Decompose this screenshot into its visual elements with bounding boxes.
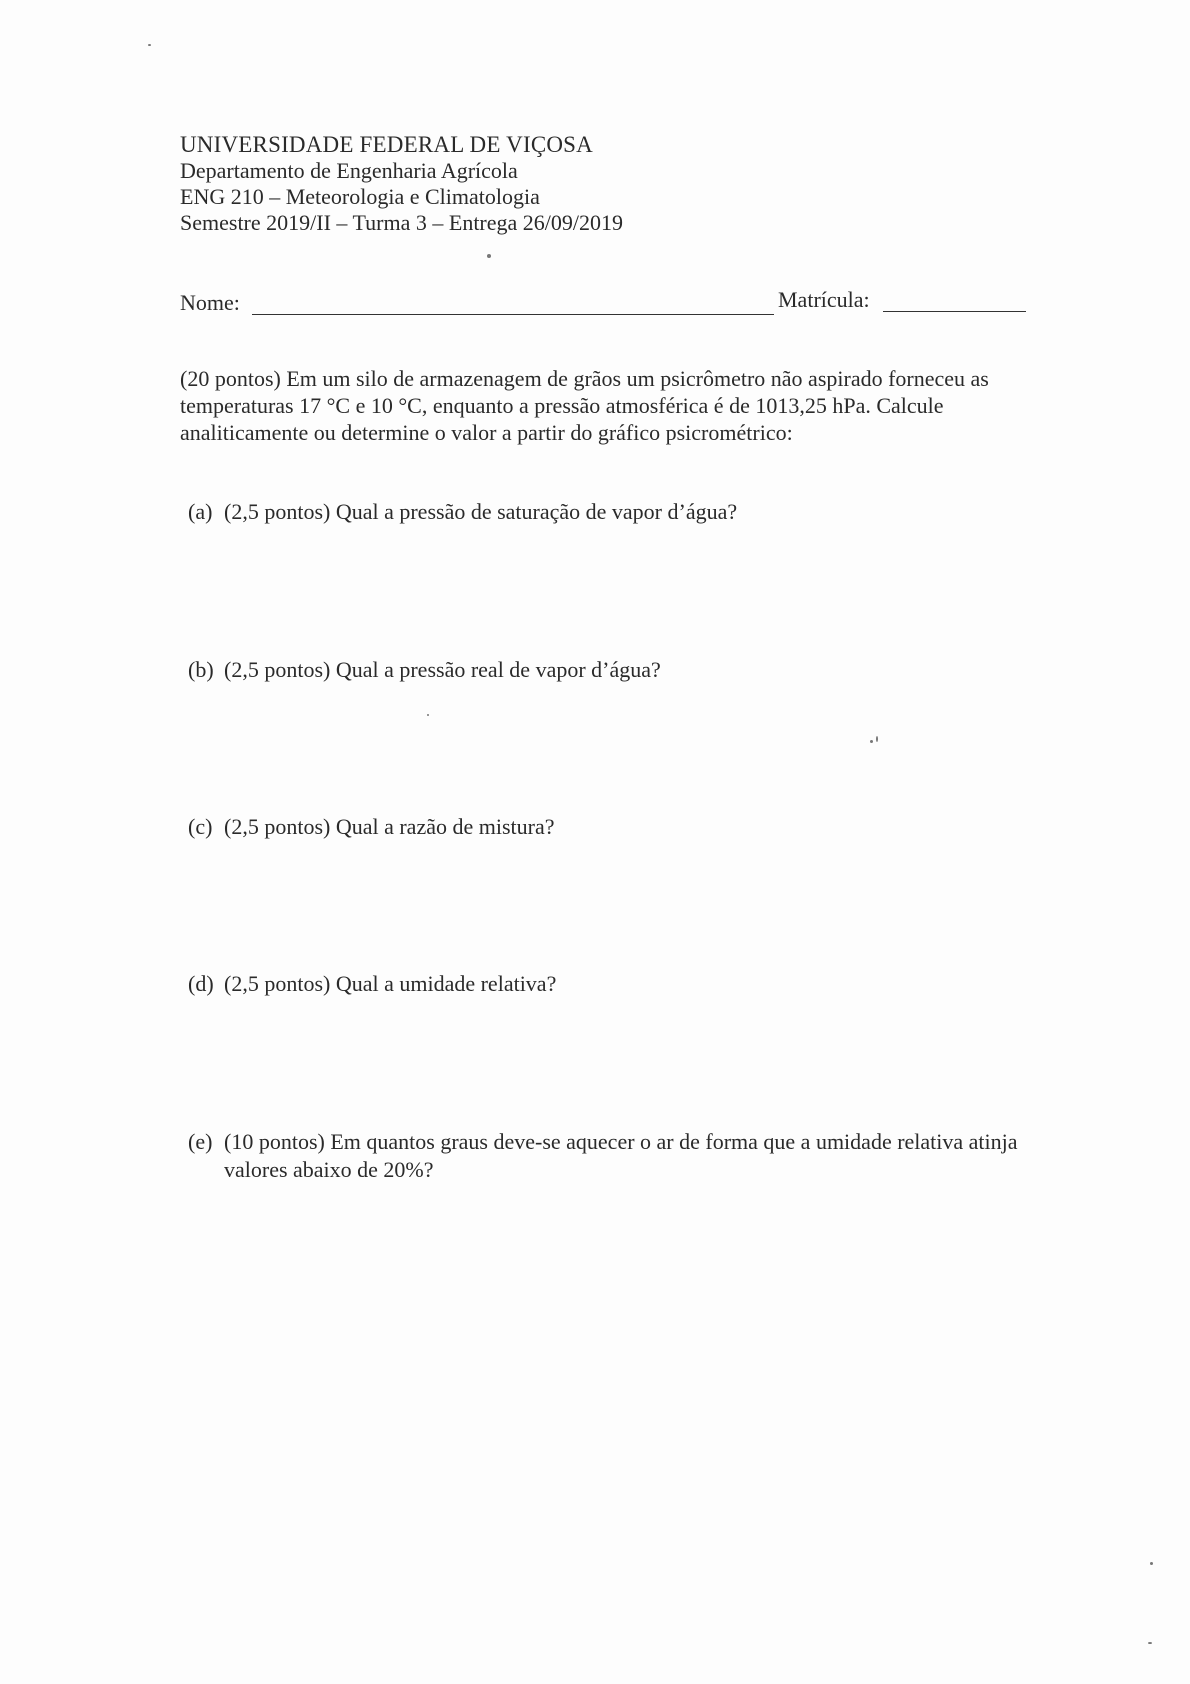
name-field-line[interactable] <box>252 314 774 315</box>
scan-speck <box>427 714 429 716</box>
name-label: Nome: <box>180 290 240 315</box>
question-letter: (b) <box>188 657 214 682</box>
semester-info: Semestre 2019/II – Turma 3 – Entrega 26/09/2019 <box>180 210 624 235</box>
scan-speck <box>870 740 873 743</box>
question-letter: (d) <box>188 971 214 996</box>
student-fields <box>180 287 1030 320</box>
scan-speck <box>487 254 491 258</box>
question-letter: (c) <box>188 814 213 839</box>
document-header <box>180 132 623 236</box>
question-text: (2,5 pontos) Qual a umidade relativa? <box>224 971 557 996</box>
course-name: ENG 210 – Meteorologia e Climatologia <box>180 184 540 209</box>
question-text: (2,5 pontos) Qual a razão de mistura? <box>224 814 555 839</box>
scan-speck <box>876 736 878 742</box>
question-text: (2,5 pontos) Qual a pressão de saturação de vapor d’água? <box>224 499 738 524</box>
question-letter: (a) <box>188 499 213 524</box>
scan-speck <box>1148 1642 1152 1644</box>
registration-field-line[interactable] <box>883 311 1026 312</box>
question-text: (2,5 pontos) Qual a pressão real de vapor d’água? <box>224 657 661 682</box>
scan-speck <box>148 44 151 46</box>
department-name: Departamento de Engenharia Agrícola <box>180 158 518 183</box>
university-name: UNIVERSIDADE FEDERAL DE VIÇOSA <box>180 132 593 157</box>
question-text: (10 pontos) Em quantos graus deve-se aquecer o ar de forma que a umidade relativa atinja valores abaixo de 20%? <box>224 1129 1018 1182</box>
registration-label: Matrícula: <box>778 287 870 312</box>
scan-speck <box>1150 1562 1153 1565</box>
question-letter: (e) <box>188 1129 213 1154</box>
problem-statement: (20 pontos) Em um silo de armazenagem de grãos um psicrômetro não aspirado forneceu as temperaturas 17 °C e 10 °C, enquanto a pressão atmosférica é de 1013,25 hPa. Calcule analiticamente ou determine o valor a partir do gráfico psicrométrico: <box>180 366 989 445</box>
